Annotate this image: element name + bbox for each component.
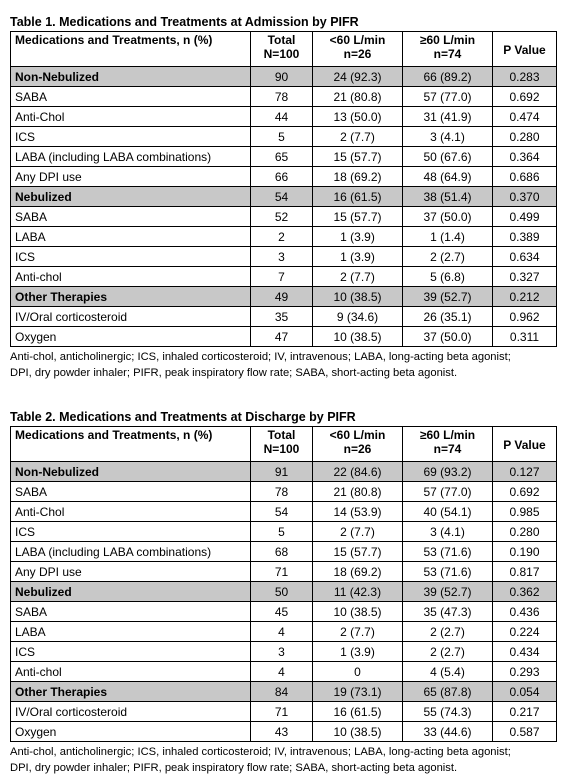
header-total-n: N=100	[263, 47, 300, 61]
row-label: ICS	[11, 642, 251, 662]
table-row	[11, 642, 557, 662]
ge60-cell: 57 (77.0)	[403, 482, 493, 502]
p-value-cell: 0.692	[493, 87, 557, 107]
p-value-cell: 0.362	[493, 582, 557, 602]
total-cell: 65	[251, 147, 313, 167]
header-total-n: N=100	[263, 442, 300, 456]
footnote-line: Anti-chol, anticholinergic; ICS, inhaled corticosteroid; IV, intravenous; LABA, long-acting beta agonist;	[10, 746, 511, 758]
lt60-cell: 24 (92.3)	[313, 67, 403, 87]
column-header-medications: Medications and Treatments, n (%)	[11, 427, 251, 462]
total-cell: 78	[251, 87, 313, 107]
p-value-cell: 0.327	[493, 267, 557, 287]
table-1-block	[10, 14, 556, 381]
total-cell: 66	[251, 167, 313, 187]
p-value-cell: 0.311	[493, 327, 557, 347]
column-header-ge60	[403, 427, 493, 462]
footnote-line: DPI, dry powder inhaler; PIFR, peak inspiratory flow rate; SABA, short-acting beta agonist.	[10, 367, 458, 379]
row-label: SABA	[11, 602, 251, 622]
ge60-cell: 39 (52.7)	[403, 287, 493, 307]
table-row	[11, 482, 557, 502]
row-label: ICS	[11, 127, 251, 147]
p-value-cell: 0.692	[493, 482, 557, 502]
row-label: Non-Nebulized	[11, 462, 251, 482]
table-row	[11, 127, 557, 147]
lt60-cell: 15 (57.7)	[313, 542, 403, 562]
row-label: Non-Nebulized	[11, 67, 251, 87]
header-ge60-n: n=74	[433, 442, 462, 456]
column-header-total	[251, 32, 313, 67]
lt60-cell: 13 (50.0)	[313, 107, 403, 127]
header-total-label: Total	[267, 428, 296, 442]
ge60-cell: 37 (50.0)	[403, 207, 493, 227]
ge60-cell: 5 (6.8)	[403, 267, 493, 287]
table-row	[11, 662, 557, 682]
row-label: ICS	[11, 522, 251, 542]
header-total-label: Total	[267, 33, 296, 47]
lt60-cell: 18 (69.2)	[313, 562, 403, 582]
header-ge60-n: n=74	[433, 47, 462, 61]
row-label: Anti-Chol	[11, 107, 251, 127]
row-label: Other Therapies	[11, 682, 251, 702]
lt60-cell: 2 (7.7)	[313, 127, 403, 147]
total-cell: 71	[251, 562, 313, 582]
p-value-cell: 0.686	[493, 167, 557, 187]
lt60-cell: 21 (80.8)	[313, 482, 403, 502]
total-cell: 50	[251, 582, 313, 602]
row-label: Anti-chol	[11, 662, 251, 682]
header-ge60-label: ≥60 L/min	[419, 33, 476, 47]
lt60-cell: 15 (57.7)	[313, 147, 403, 167]
ge60-cell: 53 (71.6)	[403, 562, 493, 582]
row-label: Other Therapies	[11, 287, 251, 307]
lt60-cell: 16 (61.5)	[313, 702, 403, 722]
total-cell: 91	[251, 462, 313, 482]
ge60-cell: 69 (93.2)	[403, 462, 493, 482]
lt60-cell: 0	[313, 662, 403, 682]
total-cell: 4	[251, 622, 313, 642]
ge60-cell: 37 (50.0)	[403, 327, 493, 347]
table-row	[11, 327, 557, 347]
p-value-cell: 0.217	[493, 702, 557, 722]
p-value-cell: 0.434	[493, 642, 557, 662]
row-label: ICS	[11, 247, 251, 267]
table-2	[10, 426, 557, 742]
lt60-cell: 1 (3.9)	[313, 642, 403, 662]
table-row	[11, 147, 557, 167]
total-cell: 49	[251, 287, 313, 307]
p-value-cell: 0.127	[493, 462, 557, 482]
row-label: Anti-chol	[11, 267, 251, 287]
ge60-cell: 2 (2.7)	[403, 642, 493, 662]
row-label: IV/Oral corticosteroid	[11, 702, 251, 722]
p-value-cell: 0.499	[493, 207, 557, 227]
row-label: SABA	[11, 482, 251, 502]
total-cell: 47	[251, 327, 313, 347]
lt60-cell: 14 (53.9)	[313, 502, 403, 522]
header-ge60-label: ≥60 L/min	[419, 428, 476, 442]
section-row	[11, 462, 557, 482]
row-label: LABA (including LABA combinations)	[11, 542, 251, 562]
section-row	[11, 287, 557, 307]
total-cell: 54	[251, 502, 313, 522]
lt60-cell: 1 (3.9)	[313, 247, 403, 267]
total-cell: 3	[251, 642, 313, 662]
total-cell: 71	[251, 702, 313, 722]
table-row	[11, 542, 557, 562]
row-label: LABA	[11, 622, 251, 642]
table-2-footnote	[10, 744, 556, 776]
total-cell: 3	[251, 247, 313, 267]
lt60-cell: 10 (38.5)	[313, 287, 403, 307]
row-label: Any DPI use	[11, 562, 251, 582]
table-row	[11, 207, 557, 227]
table-row	[11, 562, 557, 582]
ge60-cell: 2 (2.7)	[403, 247, 493, 267]
section-row	[11, 582, 557, 602]
column-header-p-value: P Value	[493, 32, 557, 67]
ge60-cell: 35 (47.3)	[403, 602, 493, 622]
lt60-cell: 21 (80.8)	[313, 87, 403, 107]
p-value-cell: 0.962	[493, 307, 557, 327]
p-value-cell: 0.280	[493, 522, 557, 542]
table-row	[11, 87, 557, 107]
lt60-cell: 2 (7.7)	[313, 522, 403, 542]
p-value-cell: 0.212	[493, 287, 557, 307]
total-cell: 78	[251, 482, 313, 502]
total-cell: 90	[251, 67, 313, 87]
p-value-cell: 0.985	[493, 502, 557, 522]
column-header-p-value: P Value	[493, 427, 557, 462]
total-cell: 84	[251, 682, 313, 702]
column-header-total	[251, 427, 313, 462]
lt60-cell: 16 (61.5)	[313, 187, 403, 207]
table-row	[11, 602, 557, 622]
ge60-cell: 39 (52.7)	[403, 582, 493, 602]
ge60-cell: 65 (87.8)	[403, 682, 493, 702]
table-1	[10, 31, 557, 347]
ge60-cell: 57 (77.0)	[403, 87, 493, 107]
row-label: Anti-Chol	[11, 502, 251, 522]
p-value-cell: 0.587	[493, 722, 557, 742]
header-lt60-n: n=26	[343, 47, 372, 61]
table-2-block	[10, 409, 556, 776]
p-value-cell: 0.817	[493, 562, 557, 582]
column-header-lt60	[313, 427, 403, 462]
footnote-line: Anti-chol, anticholinergic; ICS, inhaled corticosteroid; IV, intravenous; LABA, long-acting beta agonist;	[10, 351, 511, 363]
total-cell: 4	[251, 662, 313, 682]
p-value-cell: 0.293	[493, 662, 557, 682]
table-header-row	[11, 427, 557, 462]
total-cell: 52	[251, 207, 313, 227]
table-row	[11, 522, 557, 542]
table-row	[11, 267, 557, 287]
total-cell: 45	[251, 602, 313, 622]
table-row	[11, 722, 557, 742]
p-value-cell: 0.364	[493, 147, 557, 167]
p-value-cell: 0.370	[493, 187, 557, 207]
p-value-cell: 0.054	[493, 682, 557, 702]
total-cell: 68	[251, 542, 313, 562]
table-1-footnote	[10, 349, 556, 381]
lt60-cell: 10 (38.5)	[313, 602, 403, 622]
total-cell: 5	[251, 127, 313, 147]
ge60-cell: 48 (64.9)	[403, 167, 493, 187]
ge60-cell: 31 (41.9)	[403, 107, 493, 127]
lt60-cell: 9 (34.6)	[313, 307, 403, 327]
total-cell: 2	[251, 227, 313, 247]
total-cell: 5	[251, 522, 313, 542]
header-lt60-label: <60 L/min	[329, 33, 386, 47]
table-row	[11, 307, 557, 327]
ge60-cell: 4 (5.4)	[403, 662, 493, 682]
table-row	[11, 227, 557, 247]
ge60-cell: 3 (4.1)	[403, 127, 493, 147]
header-lt60-n: n=26	[343, 442, 372, 456]
p-value-cell: 0.190	[493, 542, 557, 562]
table-row	[11, 502, 557, 522]
table-row	[11, 622, 557, 642]
row-label: LABA	[11, 227, 251, 247]
table-row	[11, 247, 557, 267]
header-lt60-label: <60 L/min	[329, 428, 386, 442]
ge60-cell: 2 (2.7)	[403, 622, 493, 642]
section-row	[11, 67, 557, 87]
ge60-cell: 3 (4.1)	[403, 522, 493, 542]
table-row	[11, 107, 557, 127]
lt60-cell: 2 (7.7)	[313, 622, 403, 642]
ge60-cell: 26 (35.1)	[403, 307, 493, 327]
row-label: Any DPI use	[11, 167, 251, 187]
ge60-cell: 50 (67.6)	[403, 147, 493, 167]
table-2-caption: Table 2. Medications and Treatments at Discharge by PIFR	[10, 410, 356, 424]
lt60-cell: 2 (7.7)	[313, 267, 403, 287]
row-label: Nebulized	[11, 582, 251, 602]
lt60-cell: 22 (84.6)	[313, 462, 403, 482]
table-row	[11, 167, 557, 187]
footnote-line: DPI, dry powder inhaler; PIFR, peak inspiratory flow rate; SABA, short-acting beta agonist.	[10, 762, 458, 774]
column-header-ge60	[403, 32, 493, 67]
total-cell: 43	[251, 722, 313, 742]
lt60-cell: 10 (38.5)	[313, 722, 403, 742]
ge60-cell: 66 (89.2)	[403, 67, 493, 87]
lt60-cell: 15 (57.7)	[313, 207, 403, 227]
ge60-cell: 38 (51.4)	[403, 187, 493, 207]
column-header-lt60	[313, 32, 403, 67]
lt60-cell: 11 (42.3)	[313, 582, 403, 602]
ge60-cell: 1 (1.4)	[403, 227, 493, 247]
p-value-cell: 0.224	[493, 622, 557, 642]
ge60-cell: 33 (44.6)	[403, 722, 493, 742]
lt60-cell: 18 (69.2)	[313, 167, 403, 187]
row-label: SABA	[11, 207, 251, 227]
table-row	[11, 702, 557, 722]
p-value-cell: 0.280	[493, 127, 557, 147]
lt60-cell: 19 (73.1)	[313, 682, 403, 702]
ge60-cell: 53 (71.6)	[403, 542, 493, 562]
row-label: LABA (including LABA combinations)	[11, 147, 251, 167]
section-row	[11, 187, 557, 207]
row-label: IV/Oral corticosteroid	[11, 307, 251, 327]
column-header-medications: Medications and Treatments, n (%)	[11, 32, 251, 67]
table-1-caption: Table 1. Medications and Treatments at Admission by PIFR	[10, 15, 359, 29]
p-value-cell: 0.436	[493, 602, 557, 622]
p-value-cell: 0.283	[493, 67, 557, 87]
ge60-cell: 55 (74.3)	[403, 702, 493, 722]
section-row	[11, 682, 557, 702]
p-value-cell: 0.389	[493, 227, 557, 247]
ge60-cell: 40 (54.1)	[403, 502, 493, 522]
total-cell: 35	[251, 307, 313, 327]
total-cell: 7	[251, 267, 313, 287]
table-header-row	[11, 32, 557, 67]
p-value-cell: 0.634	[493, 247, 557, 267]
lt60-cell: 1 (3.9)	[313, 227, 403, 247]
row-label: Oxygen	[11, 327, 251, 347]
row-label: Oxygen	[11, 722, 251, 742]
total-cell: 44	[251, 107, 313, 127]
row-label: SABA	[11, 87, 251, 107]
lt60-cell: 10 (38.5)	[313, 327, 403, 347]
total-cell: 54	[251, 187, 313, 207]
p-value-cell: 0.474	[493, 107, 557, 127]
row-label: Nebulized	[11, 187, 251, 207]
